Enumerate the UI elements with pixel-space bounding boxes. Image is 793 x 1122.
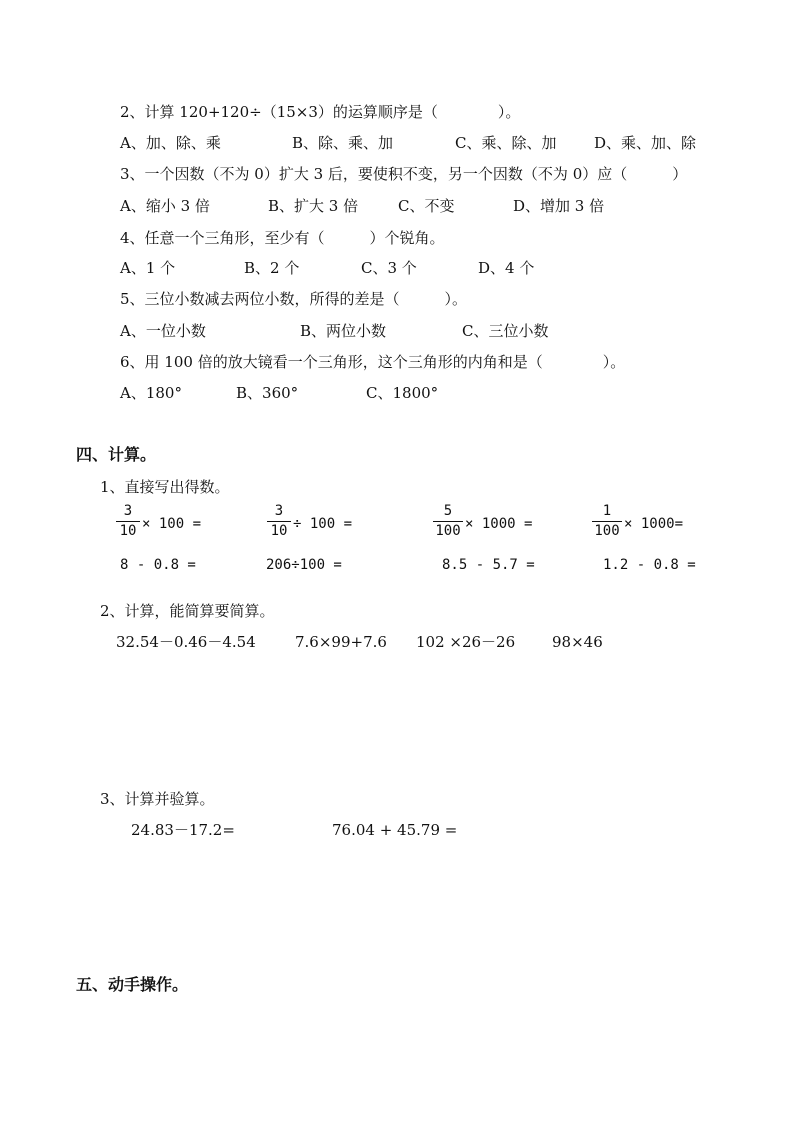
fraction-2-numerator: 3 [274,503,284,519]
question-4-option-b: B、2 个 [244,259,300,277]
fraction-4-bar [592,521,622,522]
question-2-option-a: A、加、除、乘 [120,134,221,152]
section-5-title: 五、动手操作。 [76,975,189,994]
question-6-stem: 6、用 100 倍的放大镜看一个三角形，这个三角形的内角和是（ ）。 [120,353,626,371]
subsection-2-label: 2、计算，能简算要简算。 [100,602,275,620]
simplify-expression-2: 7.6×99+7.6 [295,633,387,651]
question-3-option-d: D、增加 3 倍 [513,197,605,215]
fraction-1-bar [116,521,140,522]
expression-8: 1.2 - 0.8 = [603,557,696,573]
fraction-2-bar [267,521,291,522]
subsection-1-label: 1、直接写出得数。 [100,478,230,496]
verify-expression-1: 24.83－17.2= [131,821,235,839]
subsection-3-label: 3、计算并验算。 [100,790,215,808]
fraction-3-bar [433,521,463,522]
fraction-3 [433,503,463,540]
question-2-option-b: B、除、乘、加 [292,134,394,152]
question-2-stem: 2、计算 120+120÷（15×3）的运算顺序是（ ）。 [120,103,521,121]
fraction-3-numerator: 5 [443,503,453,519]
question-6-option-b: B、360° [236,384,299,402]
simplify-expression-3: 102 ×26－26 [416,633,516,651]
expression-6: 206÷100 = [266,557,342,573]
verify-expression-2: 76.04 + 45.79 = [332,821,458,839]
question-5-option-c: C、三位小数 [462,322,549,340]
question-5-option-b: B、两位小数 [300,322,387,340]
question-5-option-a: A、一位小数 [120,322,206,340]
question-4-option-c: C、3 个 [361,259,417,277]
section-4-title: 四、计算。 [76,445,157,464]
question-4-option-a: A、1 个 [120,259,176,277]
fraction-1 [116,503,140,540]
question-2-option-d: D、乘、加、除 [594,134,697,152]
fraction-4-denominator: 100 [594,523,620,539]
question-6-option-c: C、1800° [366,384,439,402]
simplify-expression-1: 32.54－0.46－4.54 [116,633,256,651]
simplify-expression-4: 98×46 [552,633,603,651]
expression-2-rest: ÷ 100 = [293,516,353,532]
fraction-1-numerator: 3 [123,503,133,519]
question-4-stem: 4、任意一个三角形，至少有（ ）个锐角。 [120,229,445,247]
question-3-option-c: C、不变 [398,197,455,215]
fraction-2-denominator: 10 [270,523,288,539]
question-4-option-d: D、4 个 [478,259,535,277]
question-5-stem: 5、三位小数减去两位小数，所得的差是（ ）。 [120,290,468,308]
expression-1-rest: × 100 = [142,516,202,532]
question-3-stem: 3、一个因数（不为 0）扩大 3 后，要使积不变，另一个因数（不为 0）应（ ） [120,165,688,183]
question-3-option-b: B、扩大 3 倍 [268,197,359,215]
question-2-option-c: C、乘、除、加 [455,134,557,152]
fraction-3-denominator: 100 [435,523,461,539]
expression-5: 8 - 0.8 = [120,557,196,573]
expression-4-rest: × 1000= [624,516,684,532]
question-6-option-a: A、180° [120,384,182,402]
fraction-1-denominator: 10 [119,523,137,539]
fraction-4-numerator: 1 [602,503,612,519]
fraction-2 [267,503,291,540]
expression-7: 8.5 - 5.7 = [442,557,535,573]
expression-3-rest: × 1000 = [465,516,533,532]
question-3-option-a: A、缩小 3 倍 [120,197,210,215]
fraction-4 [592,503,622,540]
